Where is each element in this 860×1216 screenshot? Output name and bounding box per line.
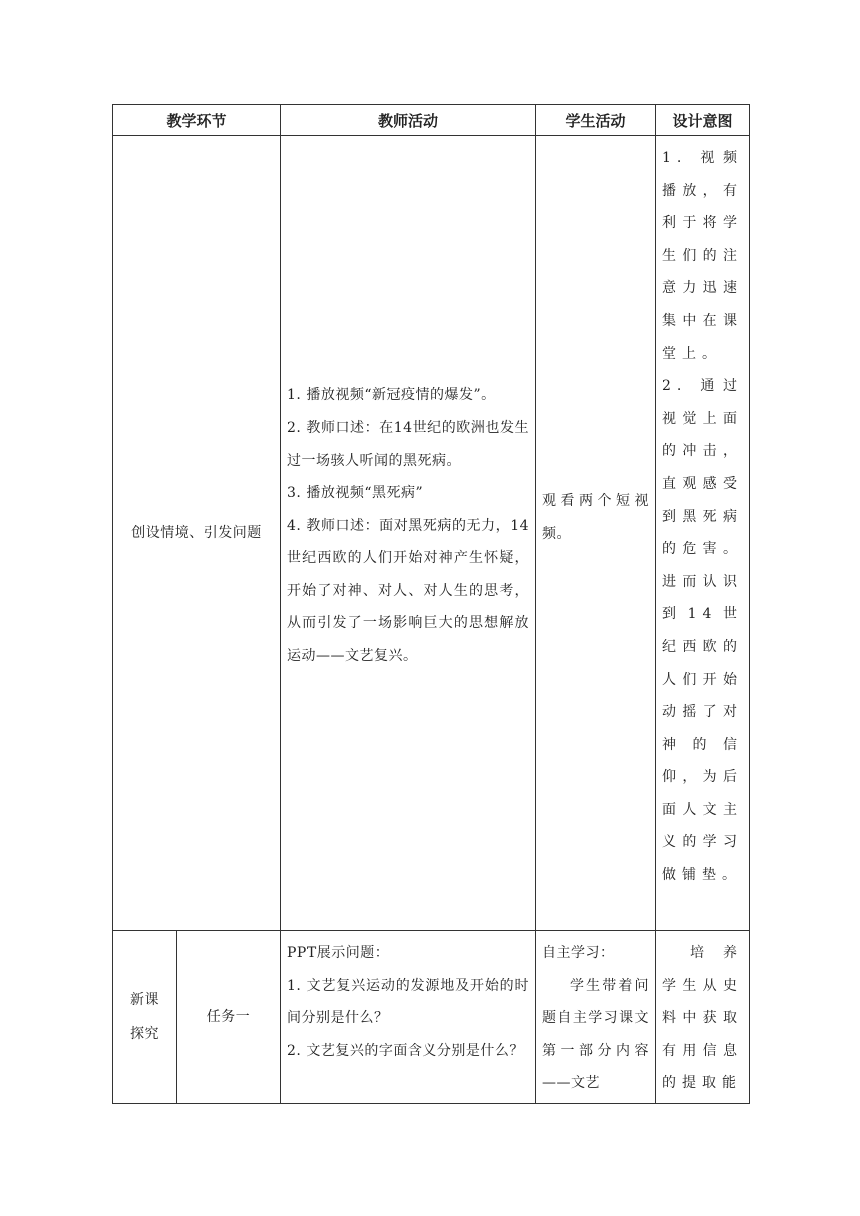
table-row-situation [113,136,750,931]
task-student-intro: 自主学习： [542,945,615,961]
teacher-step-3: 3. 播放视频“黑死病” [287,485,424,502]
header-stage: 教学环节 [113,105,281,136]
student-activity-cell [536,136,656,931]
task-student-cell [536,931,656,1104]
task-purpose-text: 培养学生从史料中获取有用信息的提取能 [662,945,744,1092]
purpose-point-2: 2. 通过视觉上面的冲击，直观感受到黑死病的危害。进而认识到14世纪西欧的人们开始动摇了对神的信仰，为后面人文主义的学习做铺垫。 [662,378,744,884]
stage-label: 创设情境、引发问题 [131,524,262,541]
task-teacher-cell [281,931,536,1104]
task-label: 任务一 [206,1008,251,1025]
header-teacher: 教师活动 [281,105,536,136]
table-row-new-lesson [113,931,750,1104]
new-lesson-label: 新课探究 [130,992,159,1042]
stage-cell [113,136,281,931]
header-purpose: 设计意图 [656,105,750,136]
student-activity-text: 观看两个短视频。 [542,493,650,542]
teacher-step-2: 2. 教师口述：在14世纪的欧洲也发生过一场骇人听闻的黑死病。 [287,419,530,469]
teacher-activity-cell [281,136,536,931]
task-cell [177,931,281,1104]
new-lesson-stage-cell [113,931,177,1104]
task-teacher-intro: PPT展示问题： [287,945,390,961]
task-student-text: 学生带着问题自主学习课文第一部分内容——文艺 [542,977,650,1092]
design-purpose-cell [656,136,750,931]
task-question-1: 1. 文艺复兴运动的发源地及开始的时间分别是什么？ [287,977,530,1027]
task-question-2: 2. 文艺复兴的字面含义分别是什么？ [287,1042,524,1059]
teacher-step-4: 4. 教师口述：面对黑死病的无力，14世纪西欧的人们开始对神产生怀疑，开始了对神、对人、对人生的思考，从而引发了一场影响巨大的思想解放运动——文艺复兴。 [287,517,530,665]
lesson-plan-table [112,104,750,1104]
teacher-step-1: 1. 播放视频“新冠疫情的爆发”。 [287,387,496,404]
header-student: 学生活动 [536,105,656,136]
header-row [113,105,750,136]
purpose-point-1: 1. 视频播放，有利于将学生们的注意力迅速集中在课堂上。 [662,150,744,362]
task-purpose-cell [656,931,750,1104]
